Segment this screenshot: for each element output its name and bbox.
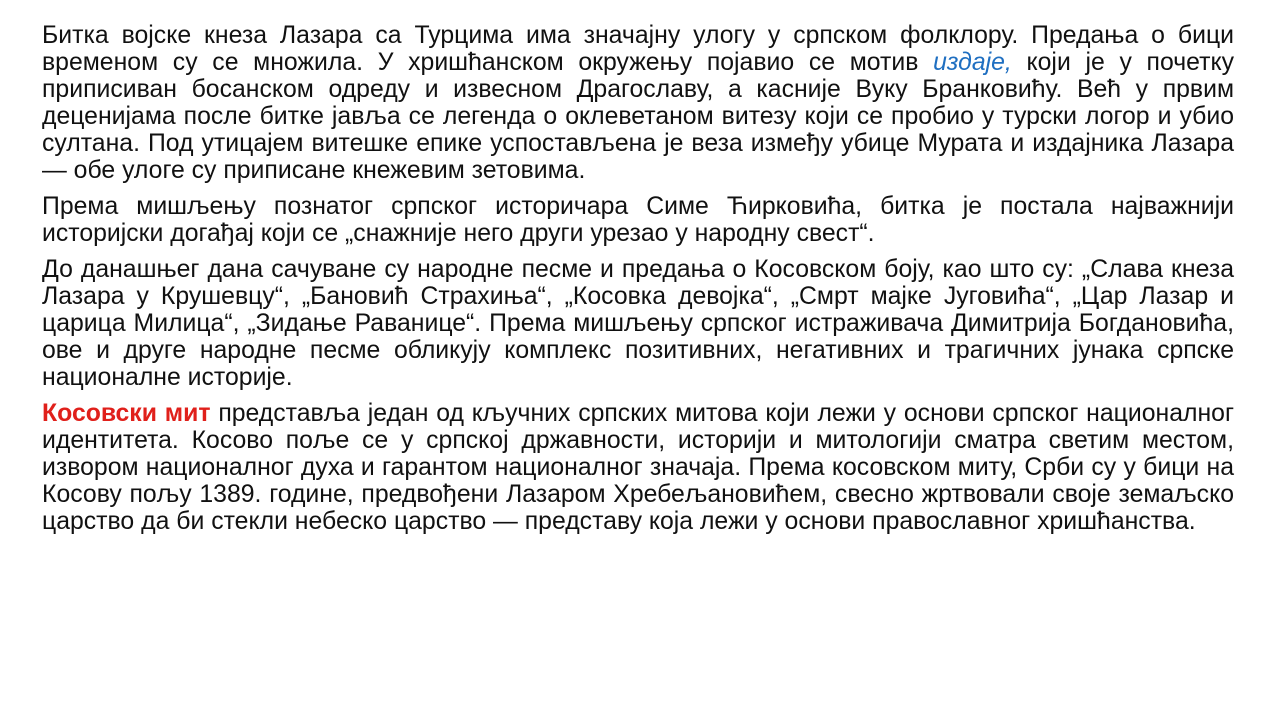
slide-text-body [42,22,1234,544]
paragraph-text: Битка војске кнеза Лазара са Турцима има значајну улогу у српском фолклору. Предања о бици временом су се множила. У хришћанском окружењу појавио се мотив [42,22,1234,76]
paragraph-text: представља један од кључних српских митова који лежи у основи српског националног идентитета. Косово поље се у српској државности, историји и митологији сматра светим местом, извором националног духа и гарантом националног значаја. Према косовском миту, Срби су у бици на Косову пољу 1389. године, предвођени Лазаром Хребељановићем, свесно жртвовали своје земаљско царство да би стекли небеско царство — представу која лежи у основи православног хришћанства. [42,400,1234,535]
paragraph-kosovo-myth [42,400,1234,535]
paragraph-betrayal-motif [42,22,1234,184]
paragraph-text: који је у почетку приписиван босанском одреду и извесном Драгославу, а касније Вуку Бранковићу. Већ у првим деценијама после битке јавља се легенда о оклеветаном витезу који се пробио у турски логор и убио султана. Под утицајем витешке епике успостављена је веза између убице Мурата и издајника Лазара — обе улоге су приписане кнежевим зетовима. [42,49,1234,184]
paragraph-cirkovic-opinion: Према мишљењу познатог српског историчара Симе Ћирковића, битка је постала најважнији историјски догађај који се „снажније него други урезао у народну свест“. [42,193,1234,247]
paragraph-folk-songs: До данашњег дана сачуване су народне песме и предања о Косовском боју, као што су: „Слава кнеза Лазара у Крушевцу“, „Бановић Страхиња“, „Косовка девојка“, „Смрт мајке Југовића“, „Цар Лазар и царица Милица“, „Зидање Раванице“. Према мишљењу српског истраживача Димитрија Богдановића, ове и друге народне песме обликују комплекс позитивних, негативних и трагичних јунака српске националне историје. [42,256,1234,391]
highlight-kosovo-myth: Косовски мит [42,400,211,427]
highlight-betrayal: издаје, [933,49,1012,76]
